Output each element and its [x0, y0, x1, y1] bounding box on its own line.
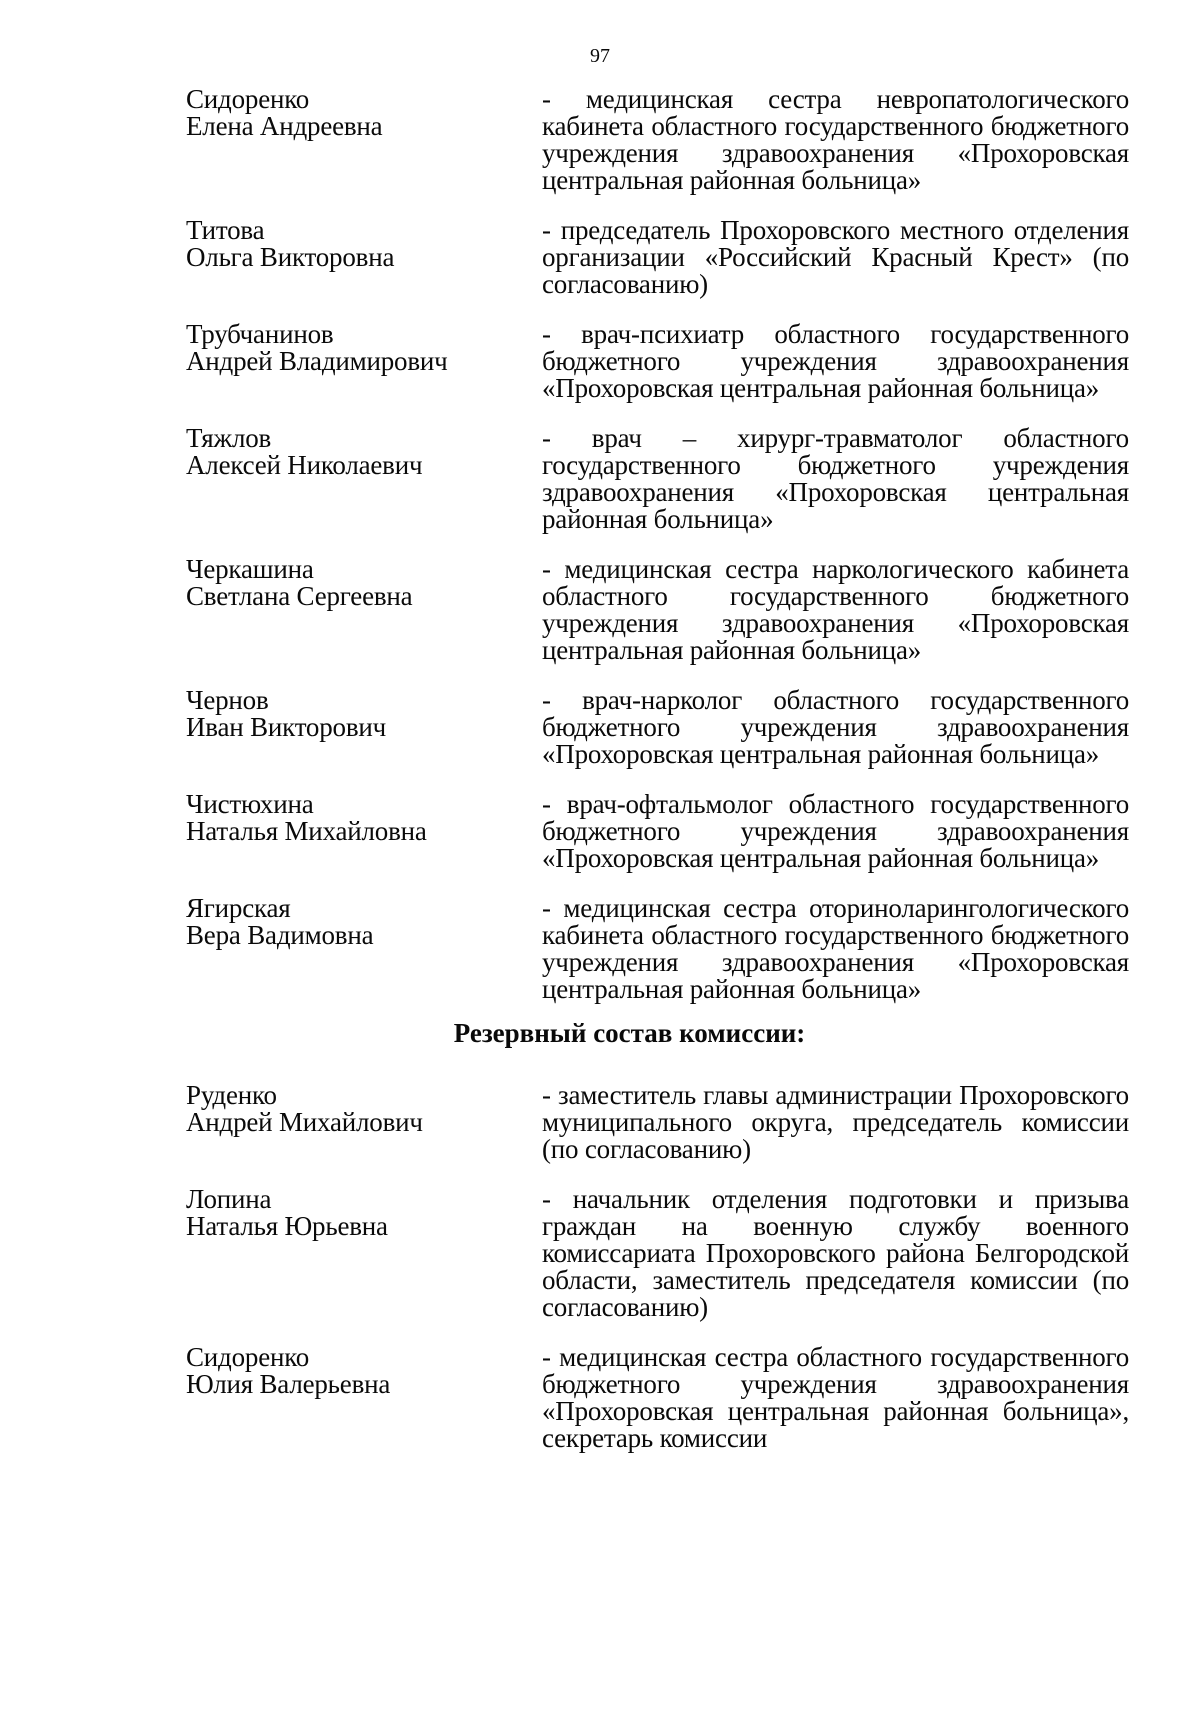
member-given-name: Андрей Михайлович — [186, 1107, 423, 1137]
member-surname: Титова — [186, 215, 265, 245]
member-role: - председатель Прохоровского местного отделения организации «Российский Красный Крест» (по согласованию) — [542, 215, 1129, 299]
member-surname: Сидоренко — [186, 84, 310, 114]
member-role: - медицинская сестра наркологического кабинета областного государственного бюджетного учреждения здравоохранения «Прохоровская центральная районная больница» — [542, 554, 1129, 665]
member-entry — [186, 425, 1129, 533]
member-surname: Чистюхина — [186, 789, 314, 819]
member-given-name: Юлия Валерьевна — [186, 1369, 391, 1399]
member-given-name: Вера Вадимовна — [186, 920, 374, 950]
member-name — [186, 1082, 542, 1163]
member-name — [186, 687, 542, 768]
member-name — [186, 556, 542, 664]
member-entry — [186, 791, 1129, 872]
member-entry — [186, 86, 1129, 194]
member-surname: Лопина — [186, 1184, 272, 1214]
member-surname: Руденко — [186, 1080, 277, 1110]
member-given-name: Елена Андреевна — [186, 111, 383, 141]
member-entry — [186, 895, 1129, 1003]
member-role: - врач-офтальмолог областного государственного бюджетного учреждения здравоохранения «Прохоровская центральная районная больница» — [542, 789, 1129, 873]
member-name — [186, 217, 542, 298]
member-entry — [186, 556, 1129, 664]
member-role: - медицинская сестра областного государственного бюджетного учреждения здравоохранения «Прохоровская центральная районная больница», секретарь комиссии — [542, 1342, 1129, 1453]
member-surname: Черкашина — [186, 554, 314, 584]
member-entry — [186, 321, 1129, 402]
member-surname: Сидоренко — [186, 1342, 310, 1372]
member-role: - врач-психиатр областного государственного бюджетного учреждения здравоохранения «Прохоровская центральная районная больница» — [542, 319, 1129, 403]
reserve-section-heading: Резервный состав комиссии: — [453, 1018, 806, 1048]
commission-list — [186, 86, 1129, 1475]
member-name — [186, 86, 542, 194]
member-given-name: Иван Викторович — [186, 712, 387, 742]
member-given-name: Наталья Юрьевна — [186, 1211, 388, 1241]
member-given-name: Ольга Викторовна — [186, 242, 395, 272]
member-entry — [186, 217, 1129, 298]
member-given-name: Андрей Владимирович — [186, 346, 448, 376]
member-given-name: Наталья Михайловна — [186, 816, 427, 846]
member-role: - медицинская сестра оториноларингологического кабинета областного государственного бюджетного учреждения здравоохранения «Прохоровская центральная районная больница» — [542, 893, 1129, 1004]
reserve-member-entry — [186, 1344, 1129, 1452]
member-name — [186, 791, 542, 872]
member-surname: Трубчанинов — [186, 319, 334, 349]
member-entry — [186, 687, 1129, 768]
member-name — [186, 425, 542, 533]
page-number: 97 — [590, 45, 610, 67]
member-surname: Тяжлов — [186, 423, 272, 453]
reserve-member-entry — [186, 1082, 1129, 1163]
member-role: - начальник отделения подготовки и призыва граждан на военную службу военного комиссариата Прохоровского района Белгородской области, заместитель председателя комиссии (по согласованию) — [542, 1184, 1129, 1322]
member-given-name: Алексей Николаевич — [186, 450, 423, 480]
member-name — [186, 1344, 542, 1452]
reserve-member-entry — [186, 1186, 1129, 1321]
member-surname: Чернов — [186, 685, 269, 715]
member-role: - врач-нарколог областного государственного бюджетного учреждения здравоохранения «Прохоровская центральная районная больница» — [542, 685, 1129, 769]
member-surname: Ягирская — [186, 893, 291, 923]
member-name — [186, 321, 542, 402]
member-given-name: Светлана Сергеевна — [186, 581, 413, 611]
member-name — [186, 1186, 542, 1321]
member-role: - врач – хирург-травматолог областного государственного бюджетного учреждения здравоохранения «Прохоровская центральная районная больница» — [542, 423, 1129, 534]
member-role: - заместитель главы администрации Прохоровского муниципального округа, председатель комиссии (по согласованию) — [542, 1080, 1129, 1164]
member-name — [186, 895, 542, 1003]
member-role: - медицинская сестра невропатологического кабинета областного государственного бюджетного учреждения здравоохранения «Прохоровская центральная районная больница» — [542, 84, 1129, 195]
